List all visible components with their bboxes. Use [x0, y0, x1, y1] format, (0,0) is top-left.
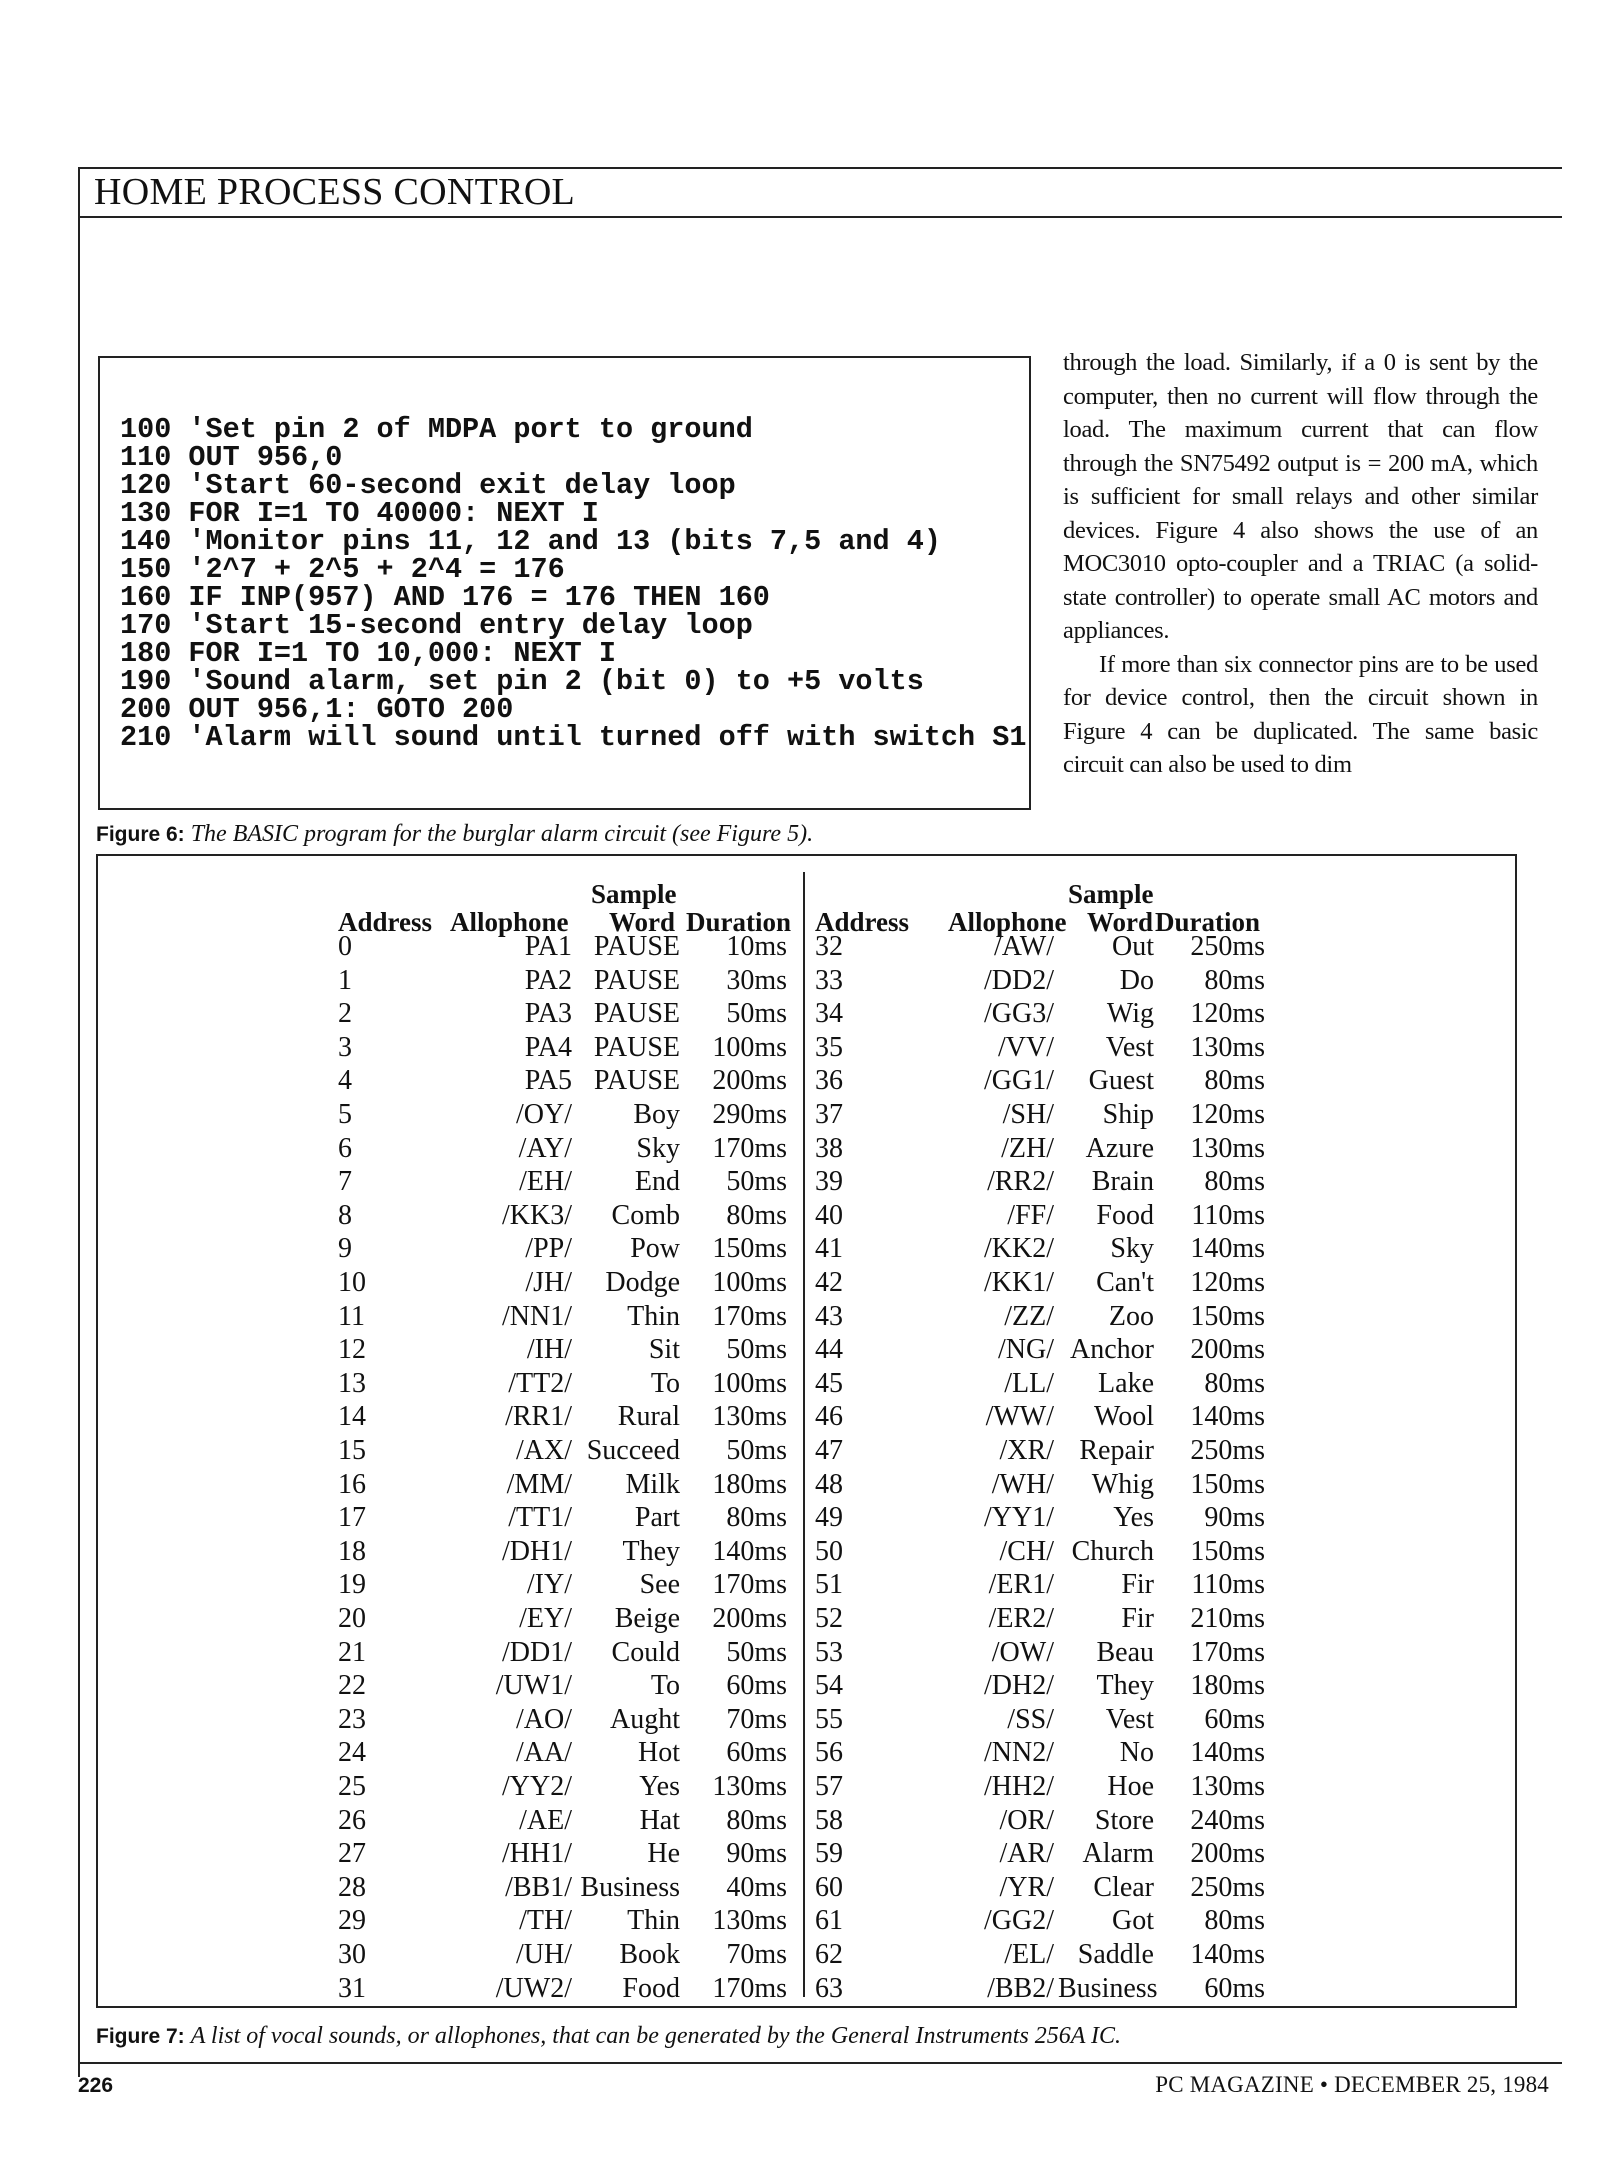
code-line: 160 IF INP(957) AND 176 = 176 THEN 160: [120, 581, 770, 614]
table-cell-duration: 130ms: [1190, 1132, 1265, 1164]
table-cell-duration: 130ms: [1190, 1031, 1265, 1063]
table-cell-sample-word: Alarm: [1082, 1838, 1154, 1870]
table-cell-allophone: /GG3/: [984, 998, 1054, 1030]
page-number: 226: [78, 2074, 114, 2097]
table-cell-allophone: /VV/: [998, 1031, 1054, 1063]
table-cell-allophone: /UW2/: [495, 1972, 572, 2004]
table-cell-sample-word: Book: [619, 1939, 680, 1970]
table-cell-address: 52: [815, 1603, 843, 1634]
table-cell-allophone: /KK1/: [984, 1267, 1054, 1298]
body-paragraph: If more than six connector pins are to be used for device control, then the circuit shown in Figure 4 can be duplicated. The same basic circuit can also be used to dim: [1063, 650, 1538, 778]
table-cell-address: 62: [815, 1939, 843, 1970]
table-cell-sample-word: Food: [1096, 1199, 1154, 1231]
table-cell-duration: 60ms: [726, 1737, 787, 1769]
table-cell-sample-word: Could: [611, 1636, 680, 1668]
table-cell-sample-word: Whig: [1091, 1468, 1154, 1500]
table-cell-duration: 170ms: [712, 1972, 787, 2004]
table-cell-sample-word: Can't: [1096, 1267, 1154, 1298]
table-cell-address: 23: [338, 1703, 366, 1735]
table-cell-allophone: /EY/: [519, 1603, 572, 1634]
table-cell-allophone: /AE/: [519, 1804, 572, 1836]
table-cell-sample-word: Milk: [625, 1468, 680, 1500]
table-cell-allophone: /WH/: [991, 1468, 1054, 1500]
table-cell-sample-word: Thin: [627, 1905, 680, 1937]
table-cell-address: 50: [815, 1535, 843, 1567]
table-cell-duration: 60ms: [1204, 1972, 1265, 2004]
header-allophone: Allophone: [450, 907, 569, 937]
table-cell-sample-word: Saddle: [1077, 1939, 1154, 1970]
table-cell-duration: 80ms: [1204, 1166, 1265, 1198]
table-cell-allophone: /TH/: [519, 1905, 572, 1937]
table-cell-duration: 150ms: [1190, 1468, 1265, 1500]
table-cell-address: 48: [815, 1468, 843, 1500]
table-cell-allophone: /FF/: [1007, 1199, 1054, 1231]
table-cell-address: 22: [338, 1670, 366, 1702]
table-cell-sample-word: They: [1096, 1670, 1154, 1702]
table-cell-duration: 120ms: [1190, 1267, 1265, 1298]
table-cell-address: 53: [815, 1636, 843, 1668]
table-cell-address: 0: [338, 931, 352, 962]
table-cell-address: 21: [338, 1636, 366, 1668]
table-cell-address: 58: [815, 1804, 843, 1836]
header-word: Word: [609, 907, 676, 937]
header-address: Address: [815, 907, 910, 937]
table-cell-duration: 80ms: [1204, 1367, 1265, 1399]
table-cell-sample-word: Wool: [1094, 1401, 1154, 1433]
table-cell-duration: 50ms: [726, 998, 787, 1030]
table-cell-address: 32: [815, 931, 843, 962]
table-cell-allophone: /DD2/: [984, 964, 1054, 996]
table-cell-address: 5: [338, 1099, 352, 1130]
table-cell-sample-word: Yes: [1113, 1502, 1154, 1534]
code-line: 140 'Monitor pins 11, 12 and 13 (bits 7,5 and 4): [120, 525, 941, 558]
table-cell-allophone: /YY2/: [502, 1771, 572, 1802]
article-body-text: [1063, 346, 1538, 782]
table-cell-duration: 130ms: [712, 1401, 787, 1433]
table-cell-duration: 60ms: [1204, 1703, 1265, 1735]
table-cell-allophone: /BB2/: [987, 1972, 1054, 2004]
table-cell-sample-word: No: [1119, 1737, 1154, 1769]
table-cell-sample-word: Out: [1112, 931, 1154, 962]
table-cell-sample-word: Zoo: [1108, 1300, 1154, 1332]
code-line: 200 OUT 956,1: GOTO 200: [120, 693, 514, 726]
table-cell-duration: 170ms: [712, 1132, 787, 1164]
table-cell-allophone: /HH2/: [984, 1771, 1054, 1802]
table-cell-address: 18: [338, 1535, 366, 1567]
table-cell-sample-word: Store: [1094, 1804, 1154, 1836]
table-cell-allophone: /ZZ/: [1004, 1300, 1054, 1332]
table-cell-address: 1: [338, 964, 352, 996]
table-cell-address: 9: [338, 1233, 352, 1265]
figure-7-caption: [96, 2023, 1121, 2050]
figure-6-label: Figure 6:: [96, 823, 185, 846]
table-cell-address: 15: [338, 1435, 366, 1466]
table-cell-allophone: /YR/: [999, 1871, 1054, 1903]
table-cell-address: 7: [338, 1166, 352, 1198]
table-cell-duration: 150ms: [1190, 1535, 1265, 1567]
figure-7-text: A list of vocal sounds, or allophones, that can be generated by the General Instruments 256A IC.: [190, 2023, 1122, 2049]
table-cell-sample-word: PAUSE: [593, 1065, 680, 1097]
table-cell-duration: 250ms: [1190, 931, 1265, 962]
table-cell-address: 12: [338, 1334, 366, 1366]
table-cell-address: 11: [338, 1300, 365, 1332]
section-title: HOME PROCESS CONTROL: [94, 171, 576, 213]
table-cell-address: 56: [815, 1737, 843, 1769]
header-duration: Duration: [686, 907, 792, 937]
header-rule-top: [78, 167, 1562, 169]
table-cell-address: 19: [338, 1569, 366, 1601]
table-cell-duration: 80ms: [1204, 1065, 1265, 1097]
table-cell-allophone: /LL/: [1004, 1367, 1054, 1399]
table-cell-address: 35: [815, 1031, 843, 1063]
table-cell-allophone: /AW/: [994, 931, 1054, 962]
table-cell-duration: 200ms: [1190, 1838, 1265, 1870]
header-sample: Sample: [1068, 879, 1154, 909]
table-cell-sample-word: Sit: [648, 1334, 680, 1366]
table-cell-address: 6: [338, 1132, 352, 1164]
table-cell-duration: 30ms: [726, 964, 787, 996]
table-cell-sample-word: Succeed: [586, 1435, 680, 1466]
table-cell-allophone: /AR/: [999, 1838, 1054, 1870]
table-cell-sample-word: Hoe: [1107, 1771, 1154, 1802]
table-cell-sample-word: Comb: [611, 1199, 680, 1231]
table-cell-duration: 250ms: [1190, 1871, 1265, 1903]
table-cell-sample-word: Thin: [627, 1300, 680, 1332]
table-cell-duration: 80ms: [726, 1199, 787, 1231]
table-cell-address: 27: [338, 1838, 366, 1870]
table-cell-allophone: /NN2/: [984, 1737, 1054, 1769]
header-duration: Duration: [1155, 907, 1261, 937]
table-cell-sample-word: Wig: [1106, 998, 1154, 1030]
table-cell-duration: 240ms: [1190, 1804, 1265, 1836]
table-cell-allophone: /KK2/: [984, 1233, 1054, 1265]
code-line: 120 'Start 60-second exit delay loop: [120, 469, 736, 502]
table-cell-sample-word: Lake: [1098, 1367, 1154, 1399]
header-rule-bottom: [78, 216, 1562, 218]
table-cell-allophone: /UH/: [516, 1939, 572, 1970]
table-cell-address: 34: [815, 998, 843, 1030]
table-cell-sample-word: Yes: [639, 1771, 680, 1802]
table-cell-allophone: /UW1/: [495, 1670, 572, 1702]
table-cell-address: 8: [338, 1199, 352, 1231]
table-cell-duration: 140ms: [712, 1535, 787, 1567]
code-line: 110 OUT 956,0: [120, 441, 343, 474]
table-cell-address: 55: [815, 1703, 843, 1735]
table-cell-duration: 80ms: [1204, 1905, 1265, 1937]
table-cell-allophone: /OY/: [516, 1099, 572, 1130]
table-cell-sample-word: Vest: [1105, 1703, 1154, 1735]
table-cell-address: 14: [338, 1401, 366, 1433]
table-cell-duration: 50ms: [726, 1435, 787, 1466]
table-cell-allophone: /AX/: [516, 1435, 572, 1466]
table-cell-sample-word: Boy: [633, 1099, 680, 1130]
table-cell-allophone: /IY/: [526, 1569, 572, 1601]
table-cell-allophone: /PP/: [525, 1233, 572, 1265]
table-cell-allophone: /DH2/: [984, 1670, 1054, 1702]
table-cell-allophone: /NN1/: [502, 1300, 572, 1332]
code-line: 190 'Sound alarm, set pin 2 (bit 0) to +5 volts: [120, 665, 924, 698]
table-cell-allophone: /HH1/: [502, 1838, 572, 1870]
table-cell-sample-word: PAUSE: [593, 964, 680, 996]
figure-6-caption: [96, 821, 813, 848]
table-cell-address: 25: [338, 1771, 366, 1802]
code-line: 180 FOR I=1 TO 10,000: NEXT I: [120, 637, 616, 670]
table-cell-allophone: /SH/: [1002, 1099, 1054, 1130]
table-cell-duration: 50ms: [726, 1334, 787, 1366]
table-cell-sample-word: Rural: [617, 1401, 680, 1433]
code-line: 100 'Set pin 2 of MDPA port to ground: [120, 413, 753, 446]
table-cell-duration: 50ms: [726, 1166, 787, 1198]
table-cell-sample-word: End: [634, 1166, 680, 1198]
figure-6-text: The BASIC program for the burglar alarm circuit (see Figure 5).: [190, 821, 814, 847]
table-cell-sample-word: Business: [580, 1871, 680, 1903]
table-cell-duration: 80ms: [1204, 964, 1265, 996]
table-cell-address: 17: [338, 1502, 366, 1534]
table-cell-address: 4: [338, 1065, 352, 1097]
table-cell-address: 63: [815, 1972, 843, 2004]
table-cell-duration: 110ms: [1191, 1199, 1265, 1231]
table-cell-address: 44: [815, 1334, 843, 1366]
table-column-divider: [803, 872, 805, 1997]
table-cell-allophone: /DD1/: [502, 1636, 572, 1668]
table-cell-allophone: /GG2/: [984, 1905, 1054, 1937]
header-address: Address: [338, 907, 433, 937]
table-cell-duration: 90ms: [1204, 1502, 1265, 1534]
table-cell-duration: 180ms: [712, 1468, 787, 1500]
table-cell-address: 16: [338, 1468, 366, 1500]
table-cell-sample-word: PAUSE: [593, 998, 680, 1030]
table-cell-sample-word: Fir: [1121, 1569, 1154, 1601]
code-line: 170 'Start 15-second entry delay loop: [120, 609, 753, 642]
table-cell-address: 40: [815, 1199, 843, 1231]
table-cell-duration: 130ms: [712, 1905, 787, 1937]
table-cell-allophone: /KK3/: [502, 1199, 572, 1231]
allophone-table-box: [96, 854, 1517, 2008]
table-cell-sample-word: Clear: [1093, 1871, 1154, 1903]
table-cell-allophone: /ZH/: [1001, 1132, 1054, 1164]
table-cell-allophone: /RR1/: [505, 1401, 572, 1433]
table-cell-sample-word: Hot: [638, 1737, 680, 1769]
page-border-left: [78, 167, 80, 2077]
table-cell-allophone: /GG1/: [984, 1065, 1054, 1097]
table-cell-allophone: /SS/: [1007, 1703, 1054, 1735]
table-cell-duration: 80ms: [726, 1804, 787, 1836]
table-cell-allophone: /OW/: [991, 1636, 1054, 1668]
table-cell-duration: 40ms: [726, 1871, 787, 1903]
table-cell-sample-word: Beau: [1096, 1636, 1154, 1668]
table-cell-sample-word: Part: [634, 1502, 680, 1534]
table-cell-address: 61: [815, 1905, 843, 1937]
table-cell-duration: 150ms: [712, 1233, 787, 1265]
figure-7-label: Figure 7:: [96, 2025, 185, 2048]
table-cell-address: 10: [338, 1267, 366, 1298]
table-cell-address: 60: [815, 1871, 843, 1903]
table-cell-duration: 10ms: [726, 931, 787, 962]
table-cell-address: 38: [815, 1132, 843, 1164]
table-cell-allophone: /XR/: [999, 1435, 1054, 1466]
table-cell-allophone: PA2: [524, 964, 572, 996]
table-cell-duration: 170ms: [712, 1569, 787, 1601]
header-allophone: Allophone: [948, 907, 1067, 937]
table-cell-duration: 170ms: [712, 1300, 787, 1332]
table-cell-sample-word: They: [622, 1535, 680, 1567]
table-cell-address: 46: [815, 1401, 843, 1433]
table-cell-duration: 200ms: [1190, 1334, 1265, 1366]
table-cell-sample-word: Sky: [636, 1132, 680, 1164]
table-cell-allophone: /AA/: [516, 1737, 572, 1769]
table-cell-allophone: /DH1/: [502, 1535, 572, 1567]
table-cell-duration: 130ms: [1190, 1771, 1265, 1802]
table-cell-allophone: /NG/: [998, 1334, 1054, 1366]
table-cell-allophone: /EL/: [1004, 1939, 1054, 1970]
table-cell-sample-word: He: [647, 1838, 680, 1870]
table-cell-duration: 250ms: [1190, 1435, 1265, 1466]
table-cell-allophone: /MM/: [506, 1468, 572, 1500]
table-cell-allophone: /BB1/: [505, 1871, 572, 1903]
table-cell-allophone: /YY1/: [984, 1502, 1054, 1534]
table-cell-allophone: PA3: [524, 998, 572, 1030]
table-cell-duration: 180ms: [1190, 1670, 1265, 1702]
table-cell-sample-word: Ship: [1102, 1099, 1154, 1130]
table-cell-address: 37: [815, 1099, 843, 1130]
table-cell-duration: 130ms: [712, 1771, 787, 1802]
header-sample: Sample: [591, 879, 677, 909]
table-cell-sample-word: Vest: [1105, 1031, 1154, 1063]
table-cell-duration: 200ms: [712, 1603, 787, 1634]
table-cell-sample-word: Repair: [1079, 1435, 1154, 1466]
table-cell-sample-word: Food: [622, 1972, 680, 2004]
table-cell-address: 30: [338, 1939, 366, 1970]
table-cell-allophone: /OR/: [999, 1804, 1054, 1836]
table-cell-sample-word: To: [650, 1367, 680, 1399]
table-cell-address: 3: [338, 1031, 352, 1063]
table-cell-allophone: /IH/: [526, 1334, 572, 1366]
table-cell-sample-word: See: [639, 1569, 680, 1601]
table-cell-sample-word: Hat: [639, 1804, 680, 1836]
table-cell-sample-word: Business: [1058, 1972, 1158, 2004]
table-cell-allophone: /TT1/: [508, 1502, 572, 1534]
table-cell-duration: 100ms: [712, 1267, 787, 1298]
body-paragraph: through the load. Similarly, if a 0 is sent by the computer, then no current will flow through the load. The maximum current that can flow through the SN75492 output is = 200 mA, which is sufficient for small relays and other similar devices. Figure 4 also shows the use of an MOC3010 opto-coupler and a TRIAC (a solid-state controller) to operate small AC motors and appliances.: [1063, 349, 1538, 644]
table-cell-sample-word: Do: [1119, 964, 1154, 996]
table-cell-sample-word: Fir: [1121, 1603, 1154, 1634]
table-cell-sample-word: Church: [1071, 1535, 1154, 1567]
table-cell-address: 49: [815, 1502, 843, 1534]
table-cell-sample-word: Guest: [1088, 1065, 1154, 1097]
table-cell-duration: 50ms: [726, 1636, 787, 1668]
table-cell-sample-word: Brain: [1091, 1166, 1154, 1198]
table-cell-sample-word: Dodge: [605, 1267, 680, 1298]
table-cell-address: 59: [815, 1838, 843, 1870]
table-cell-allophone: /EH/: [519, 1166, 572, 1198]
table-cell-duration: 100ms: [712, 1031, 787, 1063]
table-cell-duration: 70ms: [726, 1939, 787, 1970]
table-cell-address: 43: [815, 1300, 843, 1332]
table-cell-address: 54: [815, 1670, 843, 1702]
table-cell-duration: 80ms: [726, 1502, 787, 1534]
table-cell-allophone: /ER2/: [988, 1603, 1054, 1634]
table-cell-sample-word: Sky: [1110, 1233, 1154, 1265]
table-cell-address: 31: [338, 1972, 366, 2004]
table-cell-allophone: /AO/: [516, 1703, 572, 1735]
table-cell-sample-word: Anchor: [1070, 1334, 1154, 1366]
table-cell-address: 41: [815, 1233, 843, 1265]
table-cell-address: 24: [338, 1737, 366, 1769]
table-cell-duration: 140ms: [1190, 1233, 1265, 1265]
table-cell-duration: 140ms: [1190, 1737, 1265, 1769]
table-cell-sample-word: Got: [1112, 1905, 1154, 1937]
table-cell-duration: 110ms: [1191, 1569, 1265, 1601]
table-cell-address: 47: [815, 1435, 843, 1466]
table-cell-sample-word: Beige: [614, 1603, 680, 1634]
table-cell-sample-word: To: [650, 1670, 680, 1702]
table-cell-sample-word: Aught: [610, 1703, 680, 1735]
table-cell-allophone: /RR2/: [987, 1166, 1054, 1198]
table-cell-sample-word: Pow: [630, 1233, 680, 1265]
table-cell-address: 13: [338, 1367, 366, 1399]
table-cell-address: 51: [815, 1569, 843, 1601]
table-cell-duration: 90ms: [726, 1838, 787, 1870]
code-line: 130 FOR I=1 TO 40000: NEXT I: [120, 497, 599, 530]
table-cell-duration: 150ms: [1190, 1300, 1265, 1332]
table-cell-address: 28: [338, 1871, 366, 1903]
table-cell-address: 29: [338, 1905, 366, 1937]
table-cell-duration: 70ms: [726, 1703, 787, 1735]
table-cell-allophone: PA1: [524, 931, 572, 962]
table-cell-duration: 170ms: [1190, 1636, 1265, 1668]
table-cell-duration: 290ms: [712, 1099, 787, 1130]
table-cell-allophone: /ER1/: [988, 1569, 1054, 1601]
table-cell-address: 26: [338, 1804, 366, 1836]
table-cell-address: 33: [815, 964, 843, 996]
table-cell-sample-word: PAUSE: [593, 931, 680, 962]
code-line: 210 'Alarm will sound until turned off with switch S1: [120, 721, 1027, 754]
table-cell-duration: 60ms: [726, 1670, 787, 1702]
basic-code-listing: [120, 413, 1027, 754]
table-cell-address: 2: [338, 998, 352, 1030]
table-cell-duration: 120ms: [1190, 1099, 1265, 1130]
table-cell-sample-word: PAUSE: [593, 1031, 680, 1063]
table-cell-sample-word: Azure: [1085, 1132, 1154, 1164]
table-cell-address: 36: [815, 1065, 843, 1097]
table-cell-allophone: PA4: [524, 1031, 572, 1063]
table-cell-duration: 140ms: [1190, 1401, 1265, 1433]
table-cell-allophone: /CH/: [999, 1535, 1054, 1567]
publication-info: PC MAGAZINE • DECEMBER 25, 1984: [1155, 2072, 1549, 2097]
table-cell-allophone: /JH/: [525, 1267, 572, 1298]
table-cell-duration: 140ms: [1190, 1939, 1265, 1970]
table-cell-duration: 100ms: [712, 1367, 787, 1399]
table-cell-address: 20: [338, 1603, 366, 1634]
table-cell-allophone: /AY/: [518, 1132, 572, 1164]
table-cell-address: 45: [815, 1367, 843, 1399]
table-cell-address: 42: [815, 1267, 843, 1298]
footer-rule: [78, 2062, 1562, 2064]
header-word: Word: [1087, 907, 1154, 937]
table-cell-duration: 120ms: [1190, 998, 1265, 1030]
table-cell-address: 39: [815, 1166, 843, 1198]
table-cell-allophone: PA5: [524, 1065, 572, 1097]
code-line: 150 '2^7 + 2^5 + 2^4 = 176: [120, 553, 565, 586]
table-cell-duration: 200ms: [712, 1065, 787, 1097]
table-cell-allophone: /TT2/: [508, 1367, 572, 1399]
table-cell-duration: 210ms: [1190, 1603, 1265, 1634]
table-cell-address: 57: [815, 1771, 843, 1802]
table-cell-allophone: /WW/: [985, 1401, 1054, 1433]
